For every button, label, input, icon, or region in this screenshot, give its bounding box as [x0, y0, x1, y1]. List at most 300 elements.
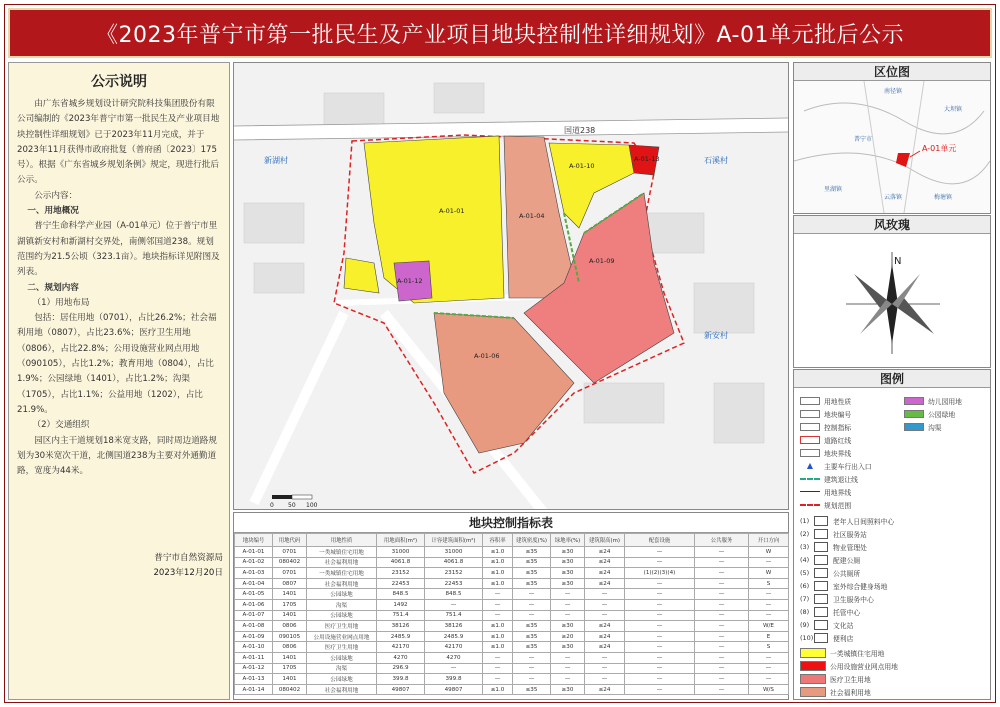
legend-label: 用地界线 [824, 489, 852, 497]
table-cell: 296.9 [377, 663, 425, 674]
table-cell: 1401 [273, 589, 307, 600]
table-cell: — [625, 684, 695, 695]
table-cell: 848.5 [425, 589, 483, 600]
table-cell: — [625, 578, 695, 589]
table-cell: 49807 [377, 684, 425, 695]
facility-label: 公共厕所 [833, 570, 861, 578]
table-cell: ≤24 [585, 684, 625, 695]
table-cell: ≤1.0 [483, 684, 513, 695]
table-cell: 0807 [273, 578, 307, 589]
table-cell: — [585, 599, 625, 610]
table-cell: 沟渠 [307, 599, 377, 610]
facility-label: 配建公厕 [833, 557, 861, 565]
facility-item-1 [800, 516, 894, 526]
table-cell: — [513, 674, 551, 685]
facility-label: 社区服务站 [833, 531, 867, 539]
legend-label: 公用设施营业网点用地 [830, 663, 898, 671]
section-1-title: 一、用地概况 [27, 206, 79, 217]
table-cell: ≤1.0 [483, 631, 513, 642]
table-cell: ≤35 [513, 642, 551, 653]
table-cell: S [749, 578, 789, 589]
legend-label: 医疗卫生用地 [830, 676, 871, 684]
facility-label: 老年人日间照料中心 [833, 518, 895, 526]
table-cell: — [513, 589, 551, 600]
table-cell: — [425, 663, 483, 674]
place-label-4: 普宁市 [854, 136, 873, 143]
legend-panel [793, 369, 991, 700]
facility-num: (9) [800, 621, 810, 629]
place-label-1: 南径镇 [884, 88, 903, 95]
section-2-2-title: （2）交通组织 [32, 420, 90, 431]
table-cell: — [585, 610, 625, 621]
table-cell: A-01-06 [235, 599, 273, 610]
facility-num: (1) [800, 517, 810, 525]
table-cell: 1401 [273, 674, 307, 685]
table-row [235, 578, 789, 589]
column-header: 用地代码 [273, 534, 307, 547]
facility-icon [814, 542, 828, 552]
table-cell: 2485.9 [377, 631, 425, 642]
table-cell: ≤1.0 [483, 642, 513, 653]
legend-item-kindergarten [904, 396, 962, 406]
table-cell: ≤35 [513, 547, 551, 558]
facility-label: 托管中心 [833, 609, 861, 617]
table-cell: — [585, 589, 625, 600]
wind-heading: 风玫瑰 [794, 216, 990, 234]
column-header: 计容建筑面积(m²) [425, 534, 483, 547]
legend-item-entrance [800, 461, 872, 471]
table-cell: — [483, 652, 513, 663]
table-cell: 22453 [377, 578, 425, 589]
column-header: 地块编号 [235, 534, 273, 547]
table-row [235, 631, 789, 642]
place-label-2: 里湖镇 [824, 186, 843, 193]
parcel-label-2: A-01-04 [519, 212, 545, 220]
table-cell: 4061.8 [377, 557, 425, 568]
facility-icon [814, 529, 828, 539]
table-cell: A-01-14 [235, 684, 273, 695]
table-cell: — [585, 663, 625, 674]
table-cell: — [695, 610, 749, 621]
parcel-label-7: A-01-13 [634, 155, 660, 163]
table-cell: A-01-07 [235, 610, 273, 621]
north-label: N [894, 256, 902, 267]
table-cell: ≤1.0 [483, 568, 513, 579]
column-header: 配套设施 [625, 534, 695, 547]
table-cell: 1401 [273, 652, 307, 663]
scale-100: 100 [306, 502, 318, 509]
table-cell: ≥30 [551, 642, 585, 653]
table-cell: ≥30 [551, 568, 585, 579]
table-cell: — [749, 652, 789, 663]
table-row [235, 599, 789, 610]
table-cell: E [749, 631, 789, 642]
signature-block [153, 551, 223, 581]
table-cell: W [749, 568, 789, 579]
page-title: 《2023年普宁市第一批民生及产业项目地块控制性详细规划》A-01单元批后公示 [96, 22, 904, 48]
legend-label: 道路红线 [824, 437, 852, 445]
table-cell: — [483, 589, 513, 600]
table-cell: 社会福利用地 [307, 684, 377, 695]
legend-item-boundary [800, 487, 851, 497]
facility-item-5 [800, 568, 860, 578]
table-cell: 22453 [425, 578, 483, 589]
legend-item-setback [800, 474, 858, 484]
facility-num: (5) [800, 569, 810, 577]
table-cell: A-01-12 [235, 663, 273, 674]
notice-panel [8, 62, 230, 700]
table-cell: 公用设施营业网点用地 [307, 631, 377, 642]
table-cell: — [625, 631, 695, 642]
facility-item-10 [800, 633, 853, 643]
table-cell: 医疗卫生用地 [307, 642, 377, 653]
legend-item-plot-line [800, 448, 851, 458]
table-cell: ≤35 [513, 578, 551, 589]
village-label-xinhu: 新湖村 [264, 156, 288, 165]
table-cell: ≤24 [585, 557, 625, 568]
table-cell: 1705 [273, 663, 307, 674]
table-cell: 4270 [425, 652, 483, 663]
legend-item-park [904, 409, 955, 419]
table-cell: 751.4 [377, 610, 425, 621]
table-cell: 42170 [425, 642, 483, 653]
table-body [235, 547, 789, 695]
map-canvas [234, 63, 789, 510]
use-item-utility-outlet [800, 661, 898, 671]
legend-swatch [800, 648, 826, 658]
scale-0: 0 [270, 502, 274, 509]
table-cell: 公园绿地 [307, 652, 377, 663]
table-cell: A-01-03 [235, 568, 273, 579]
table-cell: A-01-13 [235, 674, 273, 685]
legend-label: 建筑退让线 [824, 476, 858, 484]
table-cell: 090105 [273, 631, 307, 642]
use-item-welfare [800, 687, 871, 697]
table-cell: A-01-05 [235, 589, 273, 600]
table-cell: ≤24 [585, 642, 625, 653]
column-header: 用地性质 [307, 534, 377, 547]
table-cell: — [513, 663, 551, 674]
table-cell: 社会福利用地 [307, 557, 377, 568]
table-row [235, 568, 789, 579]
table-row [235, 621, 789, 632]
table-cell: 4270 [377, 652, 425, 663]
table-cell: — [695, 589, 749, 600]
column-header: 用地面积(m²) [377, 534, 425, 547]
facility-icon [814, 607, 828, 617]
table-cell: — [551, 599, 585, 610]
table-cell: A-01-04 [235, 578, 273, 589]
legend-swatch [800, 410, 820, 418]
table-cell: — [695, 568, 749, 579]
table-cell: — [625, 610, 695, 621]
table-cell: — [551, 610, 585, 621]
legend-item-plot-no [800, 409, 851, 419]
table-cell: — [513, 610, 551, 621]
table-cell: ≤35 [513, 568, 551, 579]
facility-icon [814, 555, 828, 565]
legend-swatch [904, 423, 924, 431]
table-title: 地块控制指标表 [234, 513, 788, 533]
table-cell: — [695, 599, 749, 610]
road-label-g238: 国道238 [564, 126, 596, 135]
table-cell: 0806 [273, 642, 307, 653]
legend-item-red-line [800, 435, 851, 445]
table-cell: A-01-08 [235, 621, 273, 632]
table-cell: 公园绿地 [307, 674, 377, 685]
table-cell: 23152 [425, 568, 483, 579]
table-cell: ≤24 [585, 621, 625, 632]
table-cell: 38126 [425, 621, 483, 632]
table-row [235, 642, 789, 653]
facility-item-8 [800, 607, 860, 617]
table-cell: W [749, 547, 789, 558]
table-cell: — [483, 663, 513, 674]
facility-icon [814, 516, 828, 526]
facility-icon [814, 581, 828, 591]
table-cell: ≤1.0 [483, 557, 513, 568]
table-cell: — [695, 557, 749, 568]
notice-body [9, 97, 229, 479]
table-cell: 医疗卫生用地 [307, 621, 377, 632]
table-cell: 399.8 [425, 674, 483, 685]
table-cell: — [513, 652, 551, 663]
title-bar [8, 8, 992, 58]
table-cell: — [625, 589, 695, 600]
table-cell: ≥30 [551, 621, 585, 632]
table-cell: ≤24 [585, 631, 625, 642]
facility-item-3 [800, 542, 867, 552]
table-cell: 38126 [377, 621, 425, 632]
table-cell: — [695, 642, 749, 653]
table-cell: — [625, 547, 695, 558]
section-2-2-text: 园区内主干道规划18米宽支路，同时周边道路规划为30米宽次干道，北侧国道238为主要对外通勤道路，宽度为44米。 [17, 435, 217, 477]
table-cell: A-01-01 [235, 547, 273, 558]
control-index-table [234, 533, 789, 695]
legend-label: 地块编号 [824, 411, 852, 419]
control-index-table-panel [233, 512, 789, 700]
column-header: 建筑限高(m) [585, 534, 625, 547]
legend-swatch [800, 478, 820, 480]
table-cell: 沟渠 [307, 663, 377, 674]
table-cell: ≥30 [551, 547, 585, 558]
village-label-xinan: 新安村 [704, 331, 728, 340]
table-cell: — [749, 599, 789, 610]
column-header: 公共服务 [695, 534, 749, 547]
table-cell: — [695, 674, 749, 685]
legend-label: 沟渠 [928, 424, 942, 432]
table-cell: 1705 [273, 599, 307, 610]
table-cell: ≥30 [551, 578, 585, 589]
table-cell: ≤1.0 [483, 621, 513, 632]
legend-label: 用地性质 [824, 398, 852, 406]
table-cell: — [551, 589, 585, 600]
table-cell: — [585, 652, 625, 663]
parcel-label-4: A-01-09 [589, 257, 615, 265]
column-header: 容积率 [483, 534, 513, 547]
facility-item-7 [800, 594, 874, 604]
legend-label: 控制指标 [824, 424, 852, 432]
table-cell: A-01-10 [235, 642, 273, 653]
facility-num: (3) [800, 543, 810, 551]
table-header-row [235, 534, 789, 547]
legend-swatch [800, 397, 820, 405]
table-cell: A-01-02 [235, 557, 273, 568]
wind-rose-panel [793, 215, 991, 368]
table-cell: — [749, 663, 789, 674]
facility-num: (7) [800, 595, 810, 603]
legend-swatch [800, 661, 826, 671]
table-cell: 080402 [273, 684, 307, 695]
table-cell: ≤35 [513, 557, 551, 568]
legend-swatch [800, 687, 826, 697]
arrow-icon: ▲ [806, 461, 814, 470]
table-cell: — [695, 684, 749, 695]
facility-label: 室外综合健身场地 [833, 583, 888, 591]
table-cell: ≤1.0 [483, 578, 513, 589]
notice-heading: 公示说明 [91, 74, 147, 90]
table-row [235, 674, 789, 685]
table-cell: 399.8 [377, 674, 425, 685]
table-cell: — [625, 642, 695, 653]
table-cell: — [625, 621, 695, 632]
table-cell: 42170 [377, 642, 425, 653]
section-2-title: 二、规划内容 [27, 282, 79, 293]
table-cell: ≤1.0 [483, 547, 513, 558]
place-label-6: 云落镇 [884, 194, 903, 201]
table-cell: — [625, 674, 695, 685]
legend-label: 社会福利用地 [830, 689, 871, 697]
legend-label: 地块界线 [824, 450, 852, 458]
facility-num: (2) [800, 530, 810, 538]
table-cell: ≥20 [551, 631, 585, 642]
table-cell: 080402 [273, 557, 307, 568]
table-cell: 社会福利用地 [307, 578, 377, 589]
table-cell: 1492 [377, 599, 425, 610]
legend-swatch [904, 397, 924, 405]
table-cell: ≤24 [585, 568, 625, 579]
table-cell: — [695, 621, 749, 632]
facility-item-2 [800, 529, 867, 539]
table-cell: — [749, 610, 789, 621]
legend-swatch [904, 410, 924, 418]
facility-item-4 [800, 555, 860, 565]
table-cell: — [483, 610, 513, 621]
legend-label: 公园绿地 [928, 411, 956, 419]
table-cell: ≤24 [585, 547, 625, 558]
table-cell: — [695, 663, 749, 674]
table-cell: — [625, 557, 695, 568]
table-cell: S [749, 642, 789, 653]
notice-intro: 由广东省城乡规划设计研究院科技集团股份有限公司编制的《2023年普宁市第一批民生及产业项目地块控制性详细规划》已于2023年11月完成，并于2023年11月获得市政府批复（普府函〔2023〕175号）。根据《广东省城乡规划条例》规定，现进行批后公示。 [17, 99, 220, 186]
parcel-label-5: A-01-06 [474, 352, 500, 360]
table-cell: W/E [749, 621, 789, 632]
facility-label: 物业管理处 [833, 544, 867, 552]
column-header: 开口方向 [749, 534, 789, 547]
legend-swatch [800, 674, 826, 684]
table-row [235, 663, 789, 674]
table-cell: 一类城镇住宅用地 [307, 547, 377, 558]
table-cell: 4061.8 [425, 557, 483, 568]
table-cell: ≥30 [551, 684, 585, 695]
table-cell: — [625, 663, 695, 674]
facility-icon [814, 568, 828, 578]
table-cell: 公园绿地 [307, 589, 377, 600]
table-cell: 23152 [377, 568, 425, 579]
legend-swatch [800, 436, 820, 444]
facility-num: (6) [800, 582, 810, 590]
scale-50: 50 [288, 502, 296, 509]
facility-label: 卫生服务中心 [833, 596, 874, 604]
legend-label: 规划范围 [824, 502, 852, 510]
facility-label: 文化站 [833, 622, 854, 630]
section-2-1-text: 包括：居住用地（0701），占比26.2%；社会福利用地（0807），占比23.6%；医疗卫生用地（0806），占比22.8%；公用设施营业网点用地（090105），占比1.2%；教育用地（0804），占比1.9%；公园绿地（1401），占比1.2%；沟渠（1705），占比1.1%；公益用地（1202），占比21.9%。 [17, 313, 217, 415]
legend-label: 幼儿园用地 [928, 398, 962, 406]
facility-icon [814, 594, 828, 604]
table-row [235, 610, 789, 621]
table-cell: ≥30 [551, 557, 585, 568]
facility-item-9 [800, 620, 853, 630]
table-cell: — [625, 652, 695, 663]
legend-label: 主要车行出入口 [824, 463, 872, 471]
facility-label: 便利店 [833, 635, 854, 643]
table-cell: — [749, 589, 789, 600]
facility-num: (4) [800, 556, 810, 564]
table-cell: — [695, 547, 749, 558]
parcel-label-3: A-01-10 [569, 162, 595, 170]
legend-swatch [800, 423, 820, 431]
location-heading: 区位图 [794, 63, 990, 81]
table-row [235, 684, 789, 695]
legend-heading: 图例 [794, 370, 990, 388]
table-row [235, 547, 789, 558]
use-item-residential [800, 648, 884, 658]
table-cell: 0701 [273, 547, 307, 558]
facility-icon [814, 620, 828, 630]
column-header: 绿地率(%) [551, 534, 585, 547]
table-cell: — [513, 599, 551, 610]
table-cell: — [749, 674, 789, 685]
table-cell: — [551, 674, 585, 685]
table-cell: (1)(2)(3)(4) [625, 568, 695, 579]
planning-map[interactable] [233, 62, 789, 510]
legend-swatch [800, 491, 820, 493]
section-2-1-title: （1）用地布局 [32, 297, 90, 308]
parcel-label-6: A-01-12 [397, 277, 423, 285]
table-cell: — [483, 599, 513, 610]
section-1-text: 普宁生命科学产业园（A-01单元）位于普宁市里湖镇新安村和新湖村交界处，南侧邻国道238。规划范围约为21.5公顷（323.1亩）。地块指标详见附图及列表。 [17, 221, 220, 278]
table-cell: 0806 [273, 621, 307, 632]
table-cell: — [695, 578, 749, 589]
table-cell: ≤35 [513, 631, 551, 642]
table-cell: 31000 [425, 547, 483, 558]
table-cell: — [551, 663, 585, 674]
table-cell: — [695, 652, 749, 663]
legend-item-plan-scope [800, 500, 851, 510]
table-row [235, 589, 789, 600]
table-cell: 49807 [425, 684, 483, 695]
table-cell: A-01-09 [235, 631, 273, 642]
table-cell: 公园绿地 [307, 610, 377, 621]
use-item-medical [800, 674, 871, 684]
table-row [235, 557, 789, 568]
table-cell: — [585, 674, 625, 685]
table-cell: A-01-11 [235, 652, 273, 663]
table-cell: 2485.9 [425, 631, 483, 642]
table-cell: — [483, 674, 513, 685]
unit-label: A-01单元 [922, 144, 957, 153]
legend-item-indicators [800, 422, 851, 432]
